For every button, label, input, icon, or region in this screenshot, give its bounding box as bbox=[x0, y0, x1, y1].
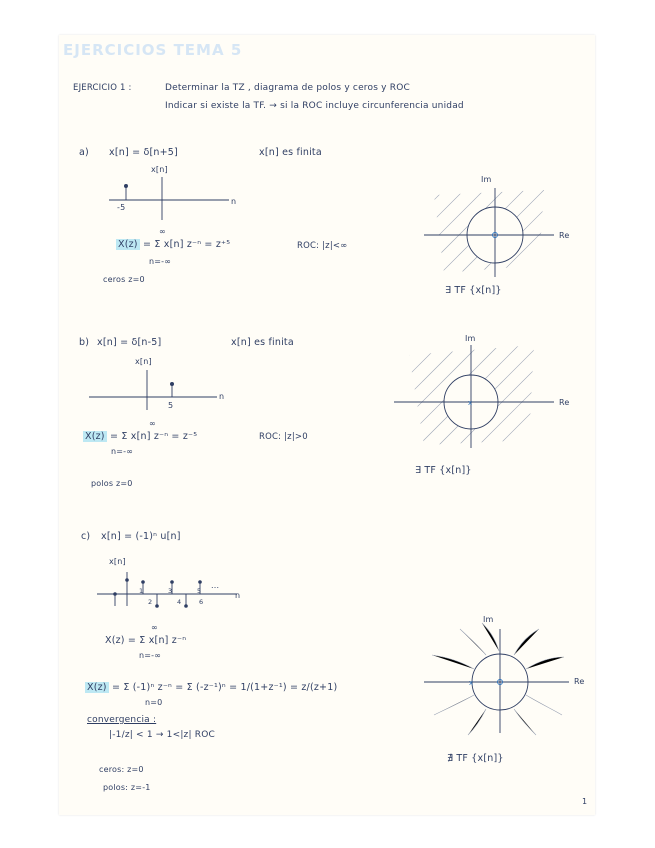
part-a-plane-re: Re bbox=[559, 231, 570, 240]
part-b-plane-re: Re bbox=[559, 398, 570, 407]
part-c-n-axis: n bbox=[235, 591, 241, 600]
part-c-stem-tick-3: 3 bbox=[168, 587, 173, 595]
part-c-transform bbox=[85, 682, 337, 693]
part-c-stem-ylabel: x[n] bbox=[109, 557, 126, 566]
pole-marker: x bbox=[469, 679, 474, 687]
transform-lhs: X(z) bbox=[85, 431, 105, 442]
part-b-poles: polos z=0 bbox=[91, 479, 133, 488]
part-c-sum-bottom-2: n=0 bbox=[145, 698, 163, 707]
part-a-transform bbox=[116, 239, 230, 250]
part-b-sum-top: ∞ bbox=[149, 419, 156, 428]
part-b-tf-exists: ∃ TF {x[n]} bbox=[415, 465, 472, 476]
part-c-stem-tick-5: 5 bbox=[197, 587, 202, 595]
part-a-z-plane bbox=[419, 185, 559, 280]
part-c-convergence: |-1/z| < 1 → 1<|z| ROC bbox=[109, 730, 215, 740]
part-c-sum-top-1: ∞ bbox=[151, 623, 158, 632]
part-c-label: c) bbox=[81, 531, 91, 542]
part-c-z-plane bbox=[424, 625, 574, 737]
transform-rhs: = Σ (-1)ⁿ z⁻ⁿ = Σ (-z⁻¹)ⁿ = 1/(1+z⁻¹) = z/(z+1) bbox=[111, 682, 338, 693]
part-b-roc: ROC: |z|>0 bbox=[259, 432, 308, 442]
part-a-n-axis: n bbox=[231, 197, 237, 206]
part-a-tf-exists: ∃ TF {x[n]} bbox=[445, 285, 502, 296]
part-b-label: b) bbox=[79, 337, 90, 348]
part-b-stem-ylabel: x[n] bbox=[135, 357, 152, 366]
part-c-stem-tick-6: 6 bbox=[199, 598, 204, 606]
part-a-note: x[n] es finita bbox=[259, 147, 322, 158]
part-a-stem-ylabel: x[n] bbox=[151, 165, 168, 174]
part-c-stem-tick-1: 1 bbox=[139, 587, 144, 595]
part-b-sum-bottom: n=-∞ bbox=[111, 447, 134, 456]
exercise-label: EJERCICIO 1 : bbox=[73, 83, 132, 93]
part-c-plane-im: Im bbox=[483, 615, 494, 624]
part-c-stem-tick-4: 4 bbox=[177, 598, 182, 606]
transform-rhs: = Σ x[n] z⁻ⁿ = z⁻⁵ bbox=[109, 431, 198, 442]
transform-lhs: X(z) bbox=[118, 239, 138, 250]
part-c-tf-not-exists: ∄ TF {x[n]} bbox=[447, 753, 504, 764]
part-b-signal: x[n] = δ[n-5] bbox=[97, 337, 162, 348]
part-a-roc: ROC: |z|<∞ bbox=[297, 241, 348, 251]
part-a-signal: x[n] = δ[n+5] bbox=[109, 147, 178, 158]
part-b-stem-plot bbox=[87, 365, 225, 415]
part-c-convergence-label: convergencia : bbox=[87, 715, 157, 725]
exercise-statement-line1: Determinar la TZ , diagrama de polos y ceros y ROC bbox=[165, 83, 410, 93]
part-a-stem-tick: -5 bbox=[117, 203, 126, 212]
part-b-note: x[n] es finita bbox=[231, 337, 294, 348]
part-c-zeros: ceros: z=0 bbox=[99, 765, 144, 774]
part-c-sum-bottom-1: n=-∞ bbox=[139, 651, 162, 660]
part-a-zeros: ceros z=0 bbox=[103, 275, 145, 284]
part-a-sum-bottom: n=-∞ bbox=[149, 257, 172, 266]
page-title: EJERCICIOS TEMA 5 bbox=[63, 41, 243, 59]
part-c-plane-re: Re bbox=[574, 677, 585, 686]
part-a-plane-im: Im bbox=[481, 175, 492, 184]
part-a-sum-top: ∞ bbox=[159, 227, 166, 236]
stem-dot bbox=[124, 184, 128, 188]
stem-dot bbox=[170, 382, 174, 386]
part-c-stem-tick-2: 2 bbox=[148, 598, 153, 606]
part-b-n-axis: n bbox=[219, 392, 225, 401]
notebook-page bbox=[59, 35, 595, 815]
part-b-transform bbox=[83, 431, 197, 442]
part-a-label: a) bbox=[79, 147, 89, 158]
transform-rhs: = Σ x[n] z⁻ⁿ = z⁺⁵ bbox=[142, 239, 231, 250]
part-a-stem-plot bbox=[104, 175, 239, 225]
part-b-stem-tick: 5 bbox=[168, 401, 174, 410]
transform-lhs: X(z) bbox=[87, 682, 107, 693]
part-c-poles: polos: z=-1 bbox=[103, 783, 151, 792]
part-b-plane-im: Im bbox=[465, 334, 476, 343]
page-number: 1 bbox=[582, 797, 588, 806]
pole-marker: x bbox=[468, 399, 473, 407]
part-c-transform-def: X(z) = Σ x[n] z⁻ⁿ bbox=[105, 635, 187, 646]
part-b-z-plane bbox=[394, 340, 559, 450]
exercise-statement-line2: Indicar si existe la TF. → si la ROC incluye circunferencia unidad bbox=[165, 101, 464, 111]
part-c-stem-dots: ... bbox=[211, 581, 220, 590]
part-c-signal: x[n] = (-1)ⁿ u[n] bbox=[101, 531, 181, 542]
